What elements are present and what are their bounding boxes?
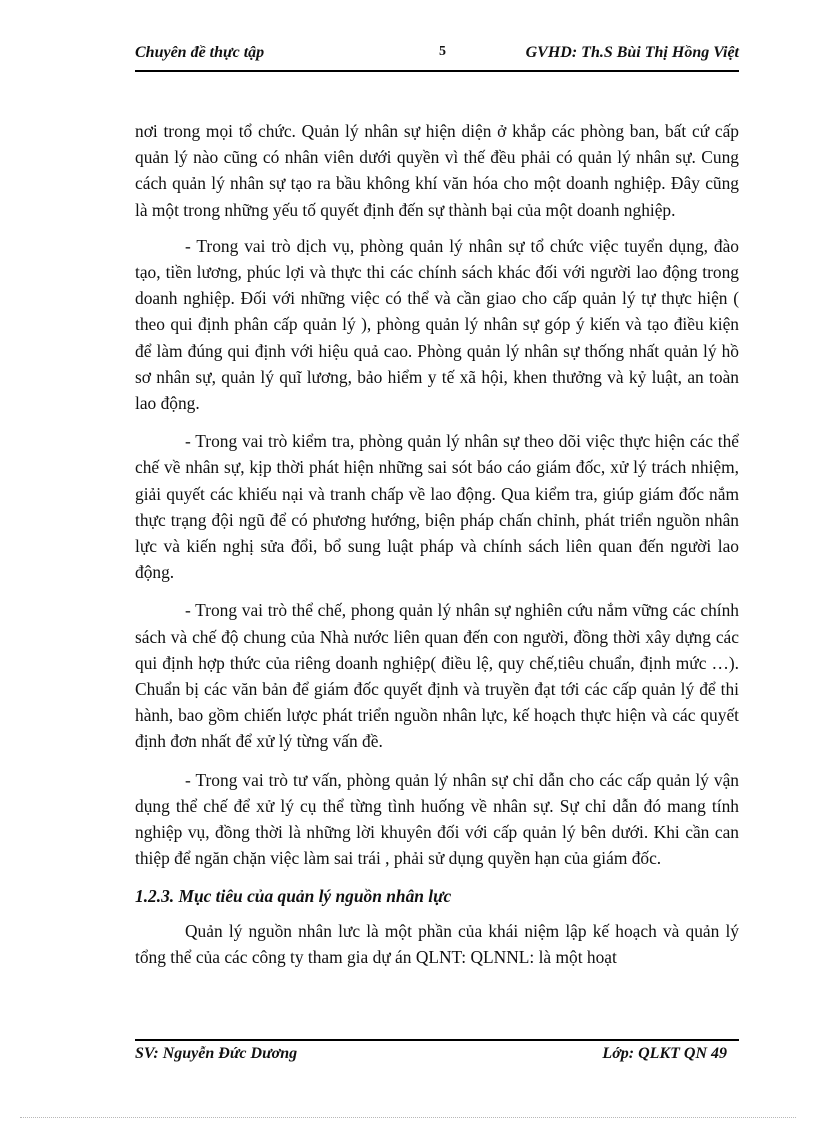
paragraph-service-role: - Trong vai trò dịch vụ, phòng quản lý nhân sự tổ chức việc tuyển dụng, đào tạo, tiền lương, phúc lợi và thực thi các chính sách khác đối với người lao động trong doanh nghiệp. Đối với những việc có thể và cần giao cho cấp quản lý tự thực hiện ( theo qui định phân cấp quản lý ), phòng quản lý nhân sự góp ý kiến và tạo điều kiện để làm đúng qui định với hiệu quả cao. Phòng quản lý nhân sự thống nhất quản lý hồ sơ nhân sự, quản lý quĩ lương, bảo hiểm y tế xã hội, khen thưởng và kỷ luật, an toàn lao động. xyxy=(135,235,739,414)
paragraph-advisory-role: - Trong vai trò tư vấn, phòng quản lý nhân sự chỉ dẫn cho các cấp quản lý vận dụng thể chế để xử lý cụ thể từng tình huống về nhân sự. Sự chỉ dẫn đó mang tính nghiệp vụ, đồng thời là những lời khuyên đối với cấp quản lý bên dưới. Khi cần can thiệp để ngăn chặn việc làm sai trái , phải sử dụng quyền hạn của giám đốc. xyxy=(135,769,739,869)
body-text xyxy=(135,118,739,982)
footer-student: SV: Nguyễn Đức Dương xyxy=(135,1045,298,1062)
page-footer xyxy=(135,1039,739,1065)
paragraph-inspection-role: - Trong vai trò kiểm tra, phòng quản lý nhân sự theo dõi việc thực hiện các thể chế về nhân sự, kịp thời phát hiện những sai sót báo cáo giám đốc, xử lý trách nhiệm, giải quyết các khiếu nại và tranh chấp về lao động. Qua kiểm tra, giúp giám đốc nắm thực trạng đội ngũ để có phương hướng, biện pháp chấn chỉnh, phát triển nguồn nhân lực và kiến nghị sửa đổi, bổ sung luật pháp và chính sách liên quan đến người lao động. xyxy=(135,431,739,583)
page-break-divider xyxy=(20,1117,796,1118)
header-title: Chuyên đề thực tập xyxy=(135,44,265,61)
page-number: 5 xyxy=(439,44,446,59)
section-heading: 1.2.3. Mục tiêu của quản lý nguồn nhân lực xyxy=(135,886,452,907)
paragraph-continued: nơi trong mọi tổ chức. Quản lý nhân sự hiện diện ở khắp các phòng ban, bất cứ cấp quản lý nào cũng có nhân viên dưới quyền vì thế đều phải có quản lý nhân sự. Cung cách quản lý nhân sự tạo ra bầu không khí văn hóa cho một doanh nghiệp. Đây cũng là một trong những yếu tố quyết định đến sự thành bại của một doanh nghiệp. xyxy=(135,121,739,220)
footer-class: Lớp: QLKT QN 49 xyxy=(602,1045,727,1062)
paragraph-institution-role: - Trong vai trò thể chế, phong quản lý nhân sự nghiên cứu nắm vững các chính sách và chế độ chung của Nhà nước liên quan đến con người, đồng thời xây dựng các qui định hợp thức của riêng doanh nghiệp( điều lệ, quy chế,tiêu chuẩn, định mức …). Chuẩn bị các văn bản để giám đốc quyết định và truyền đạt tới các cấp quản lý để thi hành, bao gồm chiến lược phát triển nguồn nhân lực, kế hoạch thực hiện và các quyết định đơn nhất để xử lý từng vấn đề. xyxy=(135,600,739,752)
header-supervisor: GVHD: Th.S Bùi Thị Hồng Việt xyxy=(525,44,739,61)
paragraph-objectives: Quản lý nguồn nhân lưc là một phần của khái niệm lập kế hoạch và quản lý tổng thể của các công ty tham gia dự án QLNT: QLNNL: là một hoạt xyxy=(135,920,739,967)
page-header xyxy=(135,44,739,72)
